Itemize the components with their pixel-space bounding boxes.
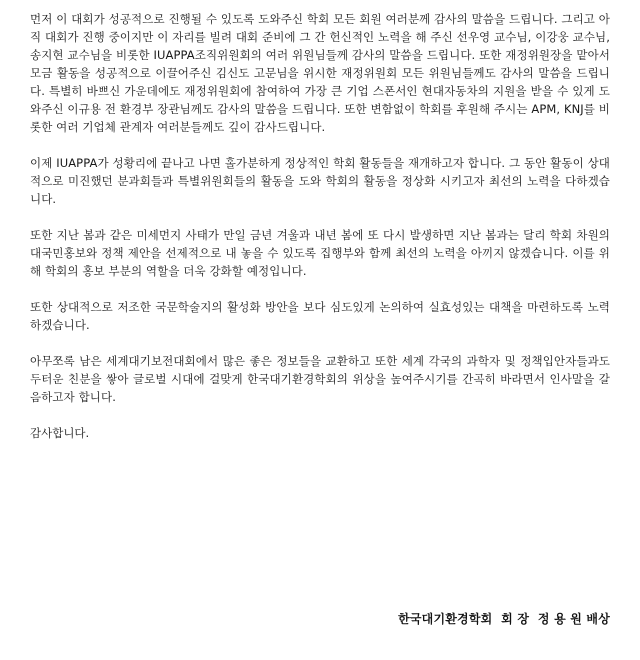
paragraph-conclusion: 아무쪼록 남은 세계대기보전대회에서 많은 좋은 정보들을 교환하고 또한 세계 각국의 과학자 및 정책입안자들과도 두터운 친분을 쌓아 글로벌 시대에 걸맞게 한국대기환경학회의 위상을 높여주시기를 간곡히 바라면서 인사말을 갈음하고자 합니다. [30,354,610,404]
closing-line: 감사합니다. [30,426,90,440]
paragraph-journal: 또한 상대적으로 저조한 국문학술지의 활성화 방안을 보다 심도있게 논의하여 실효성있는 대책을 마련하도록 노력하겠습니다. [30,300,610,332]
signature-line: 한국대기환경학회 회 장 정 용 원 배상 [398,612,610,626]
paragraph-resume-activities: 이제 IUAPPA가 성황리에 끝나고 나면 홀가분하게 정상적인 학회 활동들을 재개하고자 합니다. 그 동안 활동이 상대적으로 미진했던 분과회들과 특별위원회들의 활동을 도와 학회의 활동을 정상화 시키고자 최선의 노력을 다하겠습니다. [30,156,610,206]
paragraph-thanks: 먼저 이 대회가 성공적으로 진행될 수 있도록 도와주신 학회 모든 회원 여러분께 감사의 말씀을 드립니다. 그리고 아직 대회가 진행 중이지만 이 자리를 빌려 대회 준비에 그 간 헌신적인 노력을 해 주신 선우영 교수님, 이강웅 교수님, 송지현 교수님을 비롯한 IUAPPA조직위원회의 여러 위원님들께 감사의 말씀을 드립니다. 또한 재정위원장을 맡아서 모금 활동을 성공적으로 이끌어주신 김신도 고문님을 위시한 재정위원회 모든 위원님들께도 감사의 말씀을 드립니다. 특별히 바쁘신 가운데에도 재정위원회에 참여하여 가장 큰 기업 스폰서인 현대자동차의 지원을 받을 수 있게 도와주신 이규용 전 환경부 장관님께도 감사의 말씀을 드립니다. 또한 변함없이 학회를 후원해 주시는 APM, KNJ를 비롯한 여러 기업체 관계자 여러분들께도 깊이 감사드립니다. [30,12,610,134]
paragraph-fine-dust: 또한 지난 봄과 같은 미세먼지 사태가 만일 금년 겨울과 내년 봄에 또 다시 발생하면 지난 봄과는 달리 학회 차원의 대국민홍보와 정책 제안을 선제적으로 내 놓을 수 있도록 집행부와 함께 최선의 노력을 아끼지 않겠습니다. 이를 위해 학회의 홍보 부분의 역할을 더욱 강화할 예정입니다. [30,228,610,278]
letter-body [30,10,610,442]
